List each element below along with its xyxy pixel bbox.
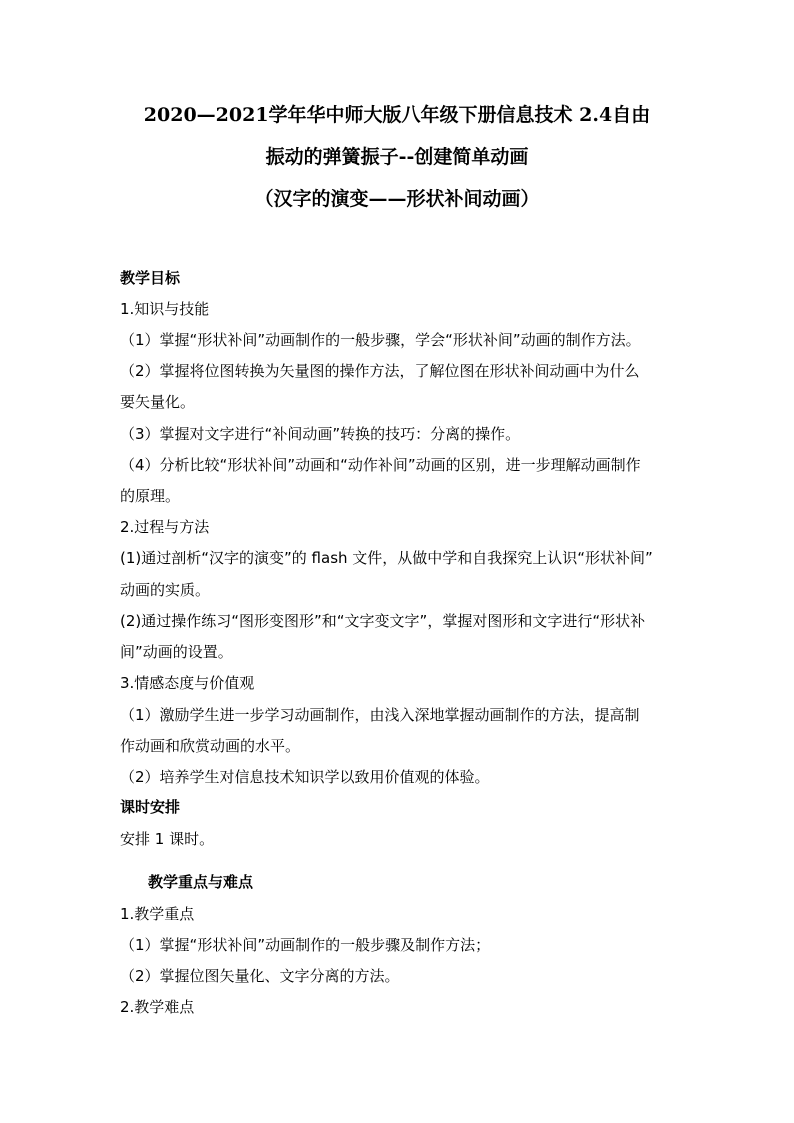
paragraph-line: 的原理。: [120, 487, 181, 505]
paragraph-line: （4）分析比较“形状补间”动画和“动作补间”动画的区别，进一步理解动画制作: [120, 456, 641, 474]
paragraph-line: (1)通过剖析“汉字的演变”的 flash 文件，从做中学和自我探究上认识“形状补间”: [120, 549, 653, 567]
subsection-heading-process-methods: 2.过程与方法: [120, 518, 210, 536]
section-heading-key-points: 教学重点与难点: [148, 873, 254, 891]
paragraph-line: （1）掌握“形状补间”动画制作的一般步骤，学会“形状补间”动画的制作方法。: [120, 331, 641, 349]
document-title-line-1: 2020—2021学年华中师大版八年级下册信息技术 2.4自由: [143, 104, 651, 126]
paragraph-line: （1）激励学生进一步学习动画制作，由浅入深地掌握动画制作的方法，提高制: [120, 706, 640, 724]
section-heading-schedule: 课时安排: [120, 798, 181, 816]
section-heading-teaching-objectives: 教学目标: [120, 269, 181, 287]
paragraph-line: （2）培养学生对信息技术知识学以致用价值观的体验。: [120, 768, 490, 786]
paragraph-line: 动画的实质。: [120, 581, 211, 599]
paragraph-line: 作动画和欣赏动画的水平。: [120, 737, 301, 755]
paragraph-line: （2）掌握位图矢量化、文字分离的方法。: [120, 967, 400, 985]
subsection-heading-difficulties: 2.教学难点: [120, 998, 195, 1016]
paragraph-line: 间”动画的设置。: [120, 643, 233, 661]
paragraph-line: (2)通过操作练习“图形变图形”和“文字变文字”，掌握对图形和文字进行“形状补: [120, 612, 646, 630]
subsection-heading-knowledge-skills: 1.知识与技能: [120, 300, 210, 318]
document-title-line-2: 振动的弹簧振子--创建简单动画: [265, 146, 529, 168]
paragraph-line: 要矢量化。: [120, 393, 196, 411]
document-subtitle: （汉字的演变——形状补间动画）: [254, 188, 540, 210]
paragraph-line: （2）掌握将位图转换为矢量图的操作方法，了解位图在形状补间动画中为什么: [120, 362, 640, 380]
paragraph-line: 安排 1 课时。: [120, 830, 215, 848]
subsection-heading-key-points: 1.教学重点: [120, 905, 195, 923]
paragraph-line: （3）掌握对文字进行“补间动画”转换的技巧：分离的操作。: [120, 425, 521, 443]
subsection-heading-attitudes-values: 3.情感态度与价值观: [120, 674, 255, 692]
paragraph-line: （1）掌握“形状补间”动画制作的一般步骤及制作方法；: [120, 936, 491, 954]
